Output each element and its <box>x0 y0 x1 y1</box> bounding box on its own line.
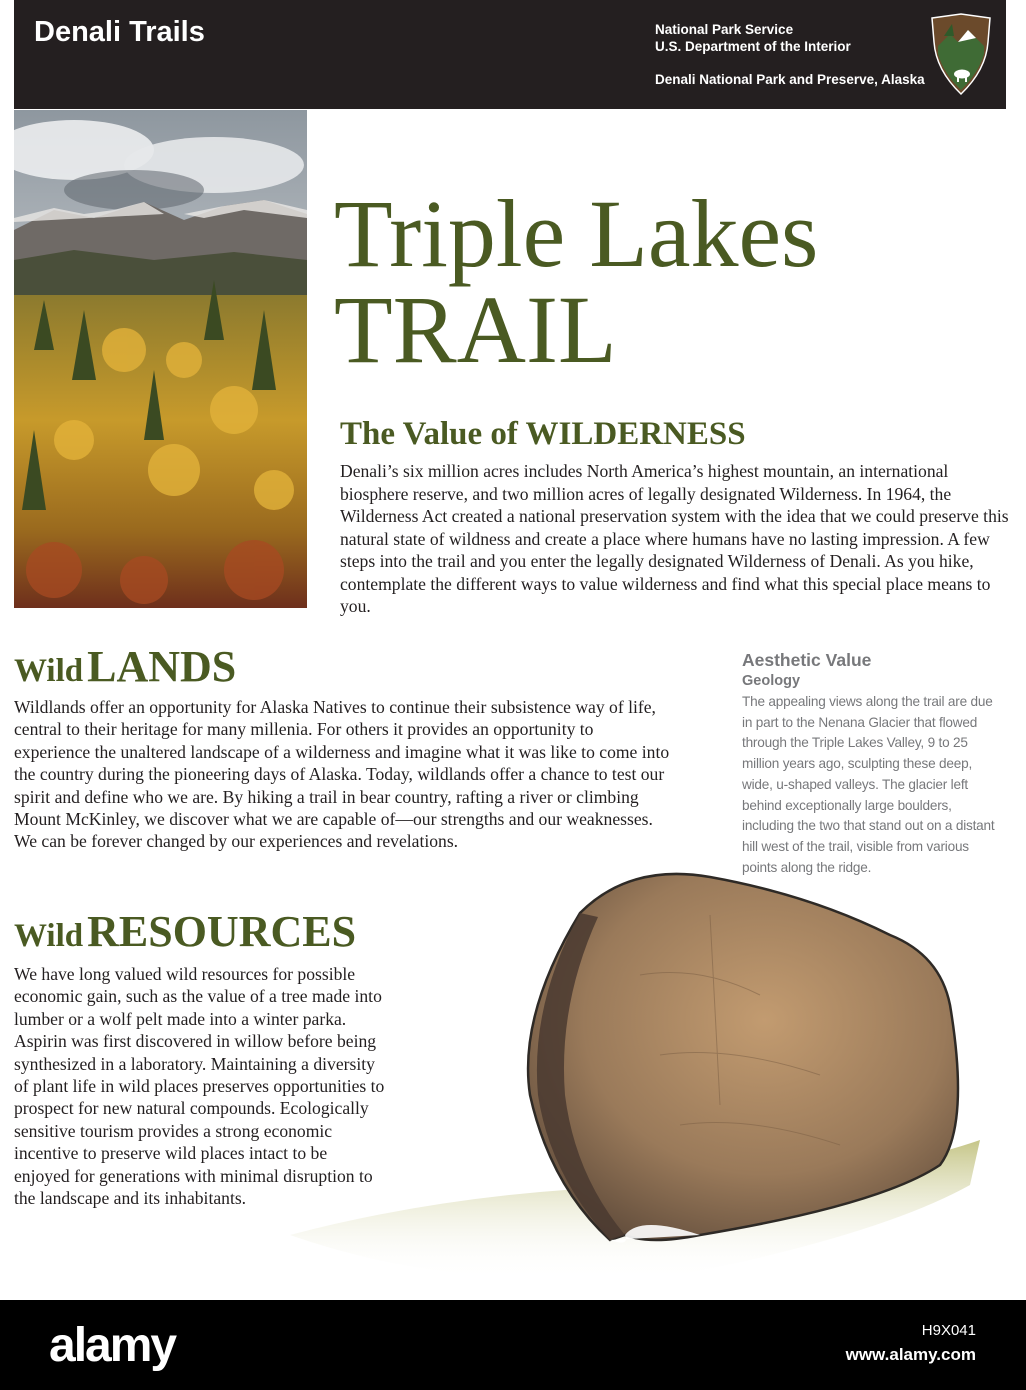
park-name: Denali National Park and Preserve, Alaska <box>655 72 925 87</box>
aesthetic-title: Aesthetic Value <box>742 650 872 670</box>
boulder-illustration <box>280 855 1006 1300</box>
aesthetic-value-sidebar <box>742 650 1002 878</box>
wild-resources-heading-main: RESOURCES <box>87 907 357 956</box>
wild-resources-heading-prefix: Wild <box>14 918 84 954</box>
alamy-logo: alamy <box>49 1319 176 1372</box>
header-bar <box>14 0 1006 109</box>
nps-arrowhead-icon <box>928 12 994 96</box>
title-line-1: Triple Lakes <box>334 180 819 287</box>
wild-lands-heading-prefix: Wild <box>14 653 84 689</box>
autumn-mountain-photo <box>14 110 307 608</box>
series-title: Denali Trails <box>34 16 205 48</box>
page-title <box>334 180 819 383</box>
aesthetic-subtitle: Geology <box>742 673 801 689</box>
image-id: H9X041 <box>921 1322 976 1339</box>
wild-resources-paragraph: We have long valued wild resources for possible economic gain, such as the value of a tree made into lumber or a wolf pelt made into a winter parka. Aspirin was first discovered in willow before being synthesized in a laboratory. Maintaining a diversity of plant life in wild places preserves opportunities to prospect for new natural compounds. Ecologically sensitive tourism provides a strong economic incentive to preserve wild places intact to be enjoyed for generations with minimal disruption to the landscape and its inhabitants. <box>14 964 385 1209</box>
wilderness-heading: The Value of WILDERNESS <box>340 416 746 452</box>
agency-name: National Park Service <box>655 22 794 37</box>
wild-lands-heading <box>14 641 236 692</box>
wild-lands-paragraph: Wildlands offer an opportunity for Alaska Natives to continue their subsistence way of life, central to their heritage for many millenia. For others it provides an opportunity to experience the unaltered landscape of a wilderness and imagine what it was like to come into the country during the pioneering days of Alaska. Today, wildlands offer a chance to test our spirit and define who we are. By hiking a trail in bear country, rafting a river or climbing Mount McKinley, we discover what we are capable of—our strengths and our weaknesses. We can be forever changed by our experiences and revelations. <box>14 697 670 852</box>
agency-block <box>655 21 851 55</box>
stock-footer-bar <box>0 1300 1026 1390</box>
wilderness-paragraph: Denali’s six million acres includes North America’s highest mountain, an international biosphere reserve, and two million acres of legally designated Wilderness. In 1964, the Wilderness Act created a national preservation system with the idea that we could preserve this natural state of wildness and create a place where humans have no lasting impression. A few steps into the trail and you enter the legally designated Wilderness of Denali. As you hike, contemplate the different ways to value wilderness and find what this special place means to you. <box>340 461 1009 616</box>
aesthetic-paragraph: The appealing views along the trail are due in part to the Nenana Glacier that flowed through the Triple Lakes Valley, 9 to 25 million years ago, sculpting these deep, wide, u-shaped valleys. The glacier left behind exceptionally large boulders, including the two that stand out on a distant hill west of the trail, visible from various points along the ridge. <box>742 694 995 875</box>
site-url: www.alamy.com <box>845 1345 976 1364</box>
title-line-2: TRAIL <box>334 276 617 383</box>
wild-lands-heading-main: LANDS <box>87 642 237 691</box>
department-name: U.S. Department of the Interior <box>655 39 851 54</box>
